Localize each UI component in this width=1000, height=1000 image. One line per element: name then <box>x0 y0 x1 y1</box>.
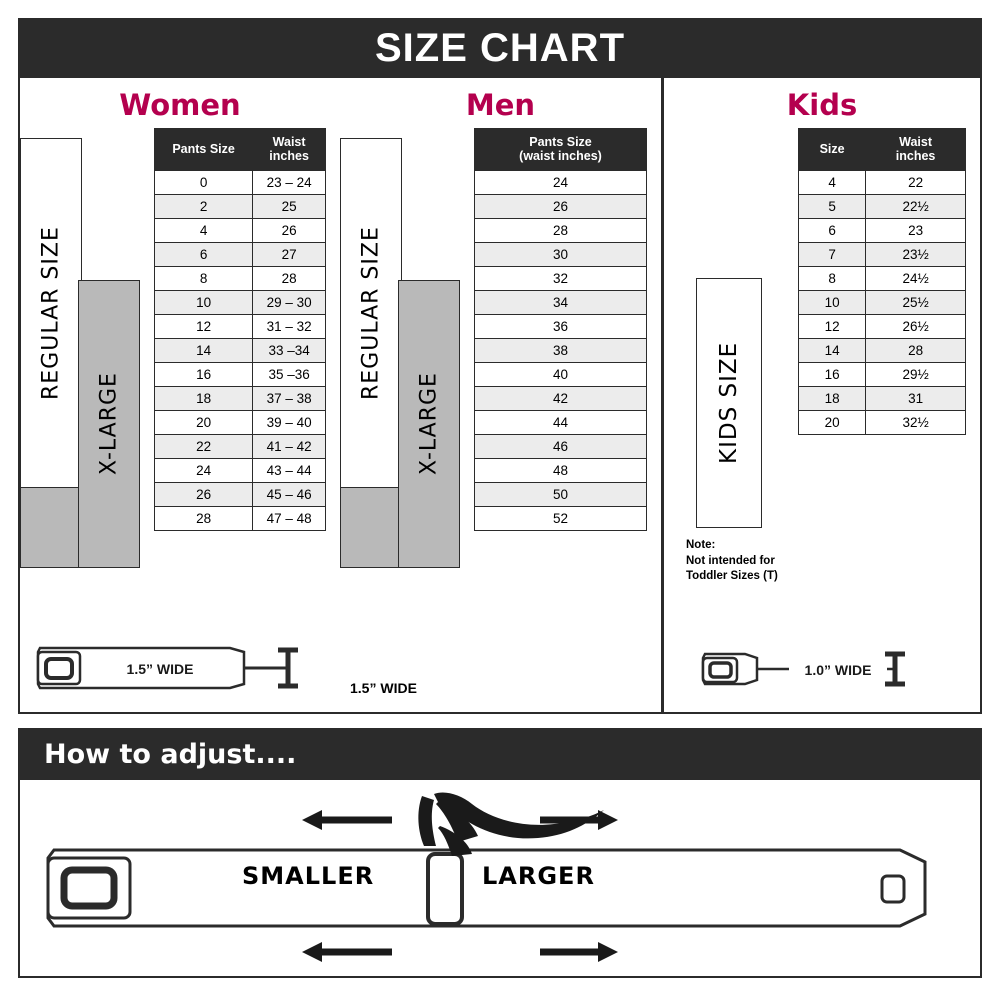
table-row <box>475 194 647 218</box>
table-row <box>155 194 326 218</box>
cell-size: 36 <box>475 314 647 338</box>
women-belt-diagram <box>20 640 340 696</box>
table-row <box>155 170 326 194</box>
kids-col-waist-line2: inches <box>895 149 936 164</box>
table-row <box>799 194 966 218</box>
chart-frame <box>18 18 982 978</box>
table-row <box>799 218 966 242</box>
women-size-table <box>154 128 326 531</box>
table-row <box>475 242 647 266</box>
cell-size: 16 <box>155 362 253 386</box>
table-row <box>475 170 647 194</box>
cell-waist: 29 – 30 <box>253 290 326 314</box>
page-title: SIZE CHART <box>18 18 982 78</box>
table-row <box>475 458 647 482</box>
table-row <box>475 434 647 458</box>
cell-size: 32 <box>475 266 647 290</box>
table-row <box>475 338 647 362</box>
cell-size: 14 <box>799 338 866 362</box>
panel-women <box>20 78 340 712</box>
cell-size: 42 <box>475 386 647 410</box>
cell-size: 18 <box>799 386 866 410</box>
table-row <box>799 290 966 314</box>
cell-size: 24 <box>155 458 253 482</box>
table-row <box>155 482 326 506</box>
cell-waist: 25 <box>253 194 326 218</box>
cell-waist: 23 – 24 <box>253 170 326 194</box>
table-row <box>155 290 326 314</box>
panel-kids <box>664 78 980 712</box>
cell-size: 0 <box>155 170 253 194</box>
table-row <box>475 386 647 410</box>
kids-note <box>686 538 798 585</box>
cell-waist: 25½ <box>866 290 966 314</box>
cell-waist: 26 <box>253 218 326 242</box>
kids-note-line1: Note: <box>686 539 716 551</box>
cell-waist: 32½ <box>866 410 966 434</box>
table-row <box>155 218 326 242</box>
cell-waist: 24½ <box>866 266 966 290</box>
size-panels <box>18 78 982 714</box>
panel-men-heading: Men <box>465 88 536 122</box>
kids-col-waist-inches <box>866 129 966 171</box>
table-row <box>475 362 647 386</box>
table-row <box>155 458 326 482</box>
cell-size: 6 <box>799 218 866 242</box>
panel-men <box>340 78 664 712</box>
cell-size: 6 <box>155 242 253 266</box>
cell-size: 40 <box>475 362 647 386</box>
cell-size: 10 <box>799 290 866 314</box>
table-row <box>475 482 647 506</box>
belt-10-svg <box>697 640 947 696</box>
table-row <box>155 362 326 386</box>
cell-waist: 31 <box>866 386 966 410</box>
cell-waist: 29½ <box>866 362 966 386</box>
men-col-header-line2: (waist inches) <box>519 149 602 164</box>
kids-note-line2: Not intended for <box>686 554 775 567</box>
adjust-smaller-label: SMALLER <box>242 862 375 890</box>
cell-waist: 35 –36 <box>253 362 326 386</box>
cell-size: 14 <box>155 338 253 362</box>
cell-waist: 37 – 38 <box>253 386 326 410</box>
cell-size: 16 <box>799 362 866 386</box>
table-row <box>799 362 966 386</box>
table-row <box>155 410 326 434</box>
table-row <box>155 338 326 362</box>
cell-size: 4 <box>799 170 866 194</box>
table-row <box>155 314 326 338</box>
cell-waist: 22½ <box>866 194 966 218</box>
table-row <box>155 506 326 530</box>
cell-size: 52 <box>475 506 647 530</box>
cell-size: 5 <box>799 194 866 218</box>
cell-size: 4 <box>155 218 253 242</box>
table-header-row <box>155 129 326 171</box>
cell-size: 8 <box>799 266 866 290</box>
how-to-adjust-heading: How to adjust.... <box>18 728 982 780</box>
cell-waist: 41 – 42 <box>253 434 326 458</box>
cell-waist: 45 – 46 <box>253 482 326 506</box>
women-col-waist-line2: inches <box>269 149 309 164</box>
cell-waist: 23½ <box>866 242 966 266</box>
cell-waist: 31 – 32 <box>253 314 326 338</box>
table-row <box>155 242 326 266</box>
table-row <box>799 266 966 290</box>
cell-size: 46 <box>475 434 647 458</box>
cell-size: 28 <box>155 506 253 530</box>
panel-women-heading: Women <box>119 88 241 122</box>
men-size-table <box>474 128 647 531</box>
cell-size: 26 <box>155 482 253 506</box>
kids-note-line3: Toddler Sizes (T) <box>686 570 778 583</box>
table-row <box>799 314 966 338</box>
table-row <box>155 434 326 458</box>
table-row <box>475 506 647 530</box>
women-col-waist-inches <box>253 129 326 171</box>
kids-col-size: Size <box>799 129 866 171</box>
cell-waist: 28 <box>253 266 326 290</box>
table-row <box>475 314 647 338</box>
cell-waist: 47 – 48 <box>253 506 326 530</box>
cell-size: 34 <box>475 290 647 314</box>
cell-size: 22 <box>155 434 253 458</box>
kids-size-table <box>798 128 966 435</box>
cell-waist: 39 – 40 <box>253 410 326 434</box>
cell-size: 48 <box>475 458 647 482</box>
women-xlarge-label: X-LARGE <box>78 280 140 568</box>
cell-waist: 28 <box>866 338 966 362</box>
women-regular-size-label: REGULAR SIZE <box>20 138 82 488</box>
cell-waist: 27 <box>253 242 326 266</box>
cell-size: 10 <box>155 290 253 314</box>
table-row <box>155 386 326 410</box>
table-row <box>799 338 966 362</box>
kids-size-label: KIDS SIZE <box>696 278 762 528</box>
cell-waist: 22 <box>866 170 966 194</box>
belt-15-svg <box>30 640 330 696</box>
cell-size: 28 <box>475 218 647 242</box>
cell-size: 24 <box>475 170 647 194</box>
table-header-row <box>475 129 647 171</box>
cell-size: 7 <box>799 242 866 266</box>
cell-waist: 33 –34 <box>253 338 326 362</box>
cell-size: 30 <box>475 242 647 266</box>
cell-size: 18 <box>155 386 253 410</box>
cell-size: 2 <box>155 194 253 218</box>
men-table-wrap <box>354 128 647 531</box>
cell-size: 38 <box>475 338 647 362</box>
adjust-larger-label: LARGER <box>482 862 595 890</box>
cell-size: 50 <box>475 482 647 506</box>
cell-size: 20 <box>799 410 866 434</box>
cell-size: 12 <box>155 314 253 338</box>
cell-size: 20 <box>155 410 253 434</box>
women-col-pants-size: Pants Size <box>155 129 253 171</box>
cell-waist: 26½ <box>866 314 966 338</box>
table-row <box>799 410 966 434</box>
women-col-waist-line1: Waist <box>272 135 306 149</box>
table-row <box>475 410 647 434</box>
cell-size: 26 <box>475 194 647 218</box>
men-xlarge-label: X-LARGE <box>398 280 460 568</box>
kids-belt-diagram <box>664 640 980 696</box>
how-to-adjust-diagram <box>18 780 982 978</box>
table-row <box>475 266 647 290</box>
women-belt-width-text: 1.5” WIDE <box>126 661 194 677</box>
kids-col-waist-line1: Waist <box>899 135 933 149</box>
men-regular-size-label: REGULAR SIZE <box>340 138 402 488</box>
table-row <box>155 266 326 290</box>
table-row <box>799 386 966 410</box>
cell-size: 44 <box>475 410 647 434</box>
kids-table-wrap <box>678 128 966 435</box>
panel-kids-heading: Kids <box>786 88 858 122</box>
women-table-wrap <box>34 128 326 531</box>
men-belt-width-label: 1.5” WIDE <box>350 680 417 696</box>
cell-size: 8 <box>155 266 253 290</box>
cell-size: 12 <box>799 314 866 338</box>
cell-waist: 23 <box>866 218 966 242</box>
table-row <box>799 170 966 194</box>
men-belt-label-wrap <box>340 680 661 696</box>
men-col-pants-size <box>475 129 647 171</box>
kids-belt-width-text: 1.0” WIDE <box>804 662 872 678</box>
table-row <box>475 218 647 242</box>
table-row <box>799 242 966 266</box>
men-col-header-line1: Pants Size <box>529 135 592 149</box>
cell-waist: 43 – 44 <box>253 458 326 482</box>
table-header-row <box>799 129 966 171</box>
table-row <box>475 290 647 314</box>
